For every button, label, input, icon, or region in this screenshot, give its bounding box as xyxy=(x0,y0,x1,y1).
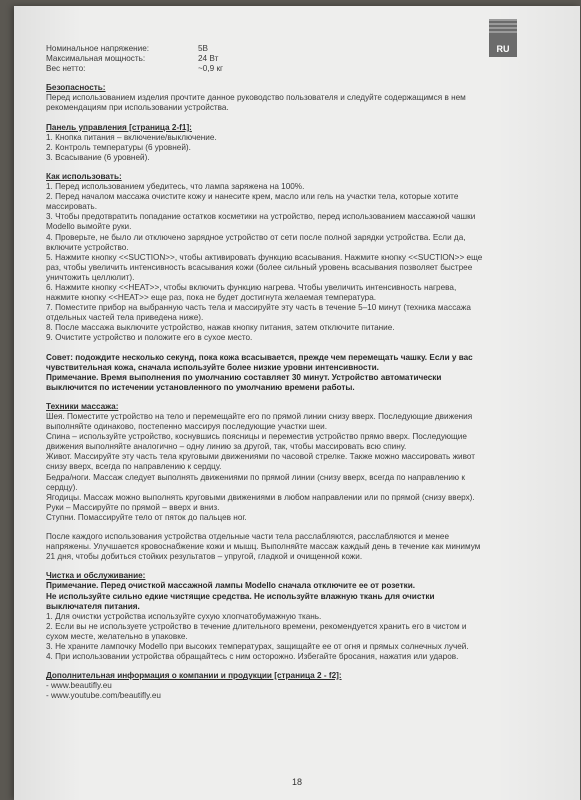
youtube-link: - www.youtube.com/beautifly.eu xyxy=(46,691,161,701)
text-line: 21 дня, чтобы добиться стойких результатов – упругой, гладкой и очищенной кожи. xyxy=(46,552,363,562)
text-line: массировать. xyxy=(46,202,97,212)
text-line: Спина – используйте устройство, коснувшись поясницы и переместив устройство прямо вверх. Последующие xyxy=(46,432,467,442)
text-line: выполняйте одинаково, постепенно массируя последующие участки шеи. xyxy=(46,422,328,432)
spec-label: Вес нетто: xyxy=(46,64,86,74)
text-line: 1. Перед использованием убедитесь, что лампа заряжена на 100%. xyxy=(46,182,305,192)
section-heading: Дополнительная информация о компании и продукции [страница 2 - f2]: xyxy=(46,671,342,681)
text-line: Ступни. Помассируйте тело от пяток до пальцев ног. xyxy=(46,512,247,522)
text-line: сердцу). xyxy=(46,482,78,492)
text-line: уничтожить целлюлит). xyxy=(46,272,135,282)
text-line: раз, чтобы увеличить интенсивность всасывания кожи (более сильный уровень всасывания позволяет быстрее xyxy=(46,262,473,272)
list-item: 2. Контроль температуры (6 уровней). xyxy=(46,142,191,152)
text-line: 6. Нажмите кнопку <<HEAT>>, чтобы включить функцию нагрева. Чтобы увеличить интенсивность нагрева, xyxy=(46,282,457,292)
language-tab-label: RU xyxy=(496,44,510,54)
safety-section xyxy=(46,83,526,113)
spec-value: 5В xyxy=(198,44,209,53)
text-line: Руки – Массируйте по прямой – вверх и вниз. xyxy=(46,502,220,512)
page-number: 18 xyxy=(291,777,302,787)
text-line: 2. Если вы не используете устройство в течение длительного времени, рекомендуется хранить его в чистом и xyxy=(46,621,467,631)
spec-value: 24 Вт xyxy=(198,54,219,64)
text-line: напряжены. Улучшается кровоснабжение кожи и мышц. Выполняйте массаж каждый день в течение как минимум xyxy=(46,542,481,552)
control-panel-section xyxy=(46,123,526,163)
spec-row-weight xyxy=(46,64,526,74)
section-heading: Панель управления [страница 2-f1]: xyxy=(46,122,192,132)
text-line: Перед использованием изделия прочтите данное руководство пользователя и следуйте содержащимся в нем xyxy=(46,93,466,103)
how-to-use-section xyxy=(46,172,526,344)
more-info-section xyxy=(46,671,526,701)
bold-line: Примечание. Перед очисткой массажной лампы Modello сначала отключите ее от розетки. xyxy=(46,581,416,591)
text-line: сухом месте, желательно в упаковке. xyxy=(46,631,188,641)
list-item: 1. Кнопка питания – включение/выключение. xyxy=(46,132,217,142)
page-content xyxy=(46,44,526,701)
bold-line: выключателя питания. xyxy=(46,601,140,611)
spec-value: ~0,9 кг xyxy=(198,64,224,74)
list-item: 3. Всасывание (6 уровней). xyxy=(46,152,150,162)
text-line: снизу вверх, всегда по направлению к сердцу. xyxy=(46,462,222,472)
bold-line: Примечание. Время выполнения по умолчанию составляет 30 минут. Устройство автоматически xyxy=(46,372,442,382)
cleaning-section xyxy=(46,571,526,662)
text-line: 5. Нажмите кнопку <<SUCTION>>, чтобы активировать функцию всасывания. Нажмите кнопку <<SUCTION>> еще xyxy=(46,252,483,262)
text-line: Ягодицы. Массаж можно выполнять круговыми движениями в любом направлении или по прямой (снизу вверх). xyxy=(46,492,475,502)
section-heading: Безопасность: xyxy=(46,83,106,93)
spec-label: Номинальное напряжение: xyxy=(46,44,150,53)
text-line: рекомендациям при использовании устройства. xyxy=(46,103,229,113)
text-line: 4. Проверьте, не было ли отключено зарядное устройство от сети после полной зарядки устройства. Если да, xyxy=(46,232,466,242)
bold-line: Совет: подождите несколько секунд, пока кожа всасывается, прежде чем перемещать чашку. Если у вас xyxy=(46,352,473,362)
section-heading: Чистка и обслуживание: xyxy=(46,571,146,581)
manual-page xyxy=(14,6,580,800)
specs-block xyxy=(46,44,526,74)
text-line: 4. При использовании устройства обращайтесь с ним осторожно. Избегайте бросания, нажатия или ударов. xyxy=(46,652,459,662)
text-line: Modello вымойте руки. xyxy=(46,222,132,232)
text-line: 7. Поместите прибор на выбранную часть тела и массируйте эту часть в течение 5–10 минут (техника массажа xyxy=(46,303,471,313)
section-heading: Техники массажа: xyxy=(46,401,119,411)
website-link: - www.beautifly.eu xyxy=(46,681,112,691)
advice-section xyxy=(46,353,526,393)
spec-row-voltage xyxy=(46,44,526,54)
bold-line: выключится по истечении установленного по умолчанию времени работы. xyxy=(46,382,355,392)
spec-row-power xyxy=(46,54,526,64)
text-line: Бедра/ноги. Массаж следует выполнять движениями по прямой линии (снизу вверх, всегда по направлению к xyxy=(46,472,465,482)
text-line: отдельных частей тела приведена ниже). xyxy=(46,313,204,323)
spec-label: Максимальная мощность: xyxy=(46,54,146,64)
text-line: 2. Перед началом массажа очистите кожу и нанесите крем, масло или гель на участки тела, которые хотите xyxy=(46,192,459,202)
text-line: нажмите кнопку <<HEAT>> еще раз, пока не будет достигнута желаемая температура. xyxy=(46,293,377,303)
technique-section xyxy=(46,402,526,523)
text-line: 9. Очистите устройство и положите его в сухое место. xyxy=(46,333,253,343)
text-line: включите устройство. xyxy=(46,242,129,252)
text-line: 3. Не храните лампочку Modello при высоких температурах, защищайте ее от огня и прямых солнечных лучей. xyxy=(46,641,469,651)
after-section xyxy=(46,532,526,562)
text-line: движения выполняйте аналогично – одну линию за другой, так, чтобы массировать всю спину. xyxy=(46,442,407,452)
text-line: После каждого использования устройства отдельные части тела расслабляются, расслабляются и менее xyxy=(46,532,450,542)
bold-line: Не используйте сильно едкие чистящие средства. Не используйте влажную ткань для очистки xyxy=(46,591,435,601)
text-line: 1. Для очистки устройства используйте сухую хлопчатобумажную ткань. xyxy=(46,611,322,621)
text-line: 3. Чтобы предотвратить попадание остатков косметики на устройство, перед использованием массажной чашки xyxy=(46,212,476,222)
text-line: Живот. Массируйте эту часть тела круговыми движениями по часовой стрелке. Также можно массировать живот xyxy=(46,452,476,462)
text-line: 8. После массажа выключите устройство, нажав кнопку питания, затем отключите питание. xyxy=(46,323,395,333)
bold-line: чувствительная кожа, сначала используйте более низкие уровни интенсивности. xyxy=(46,362,379,372)
text-line: Шея. Поместите устройство на тело и перемещайте его по прямой линии снизу вверх. Последующие движения xyxy=(46,412,473,421)
section-heading: Как использовать: xyxy=(46,171,122,181)
